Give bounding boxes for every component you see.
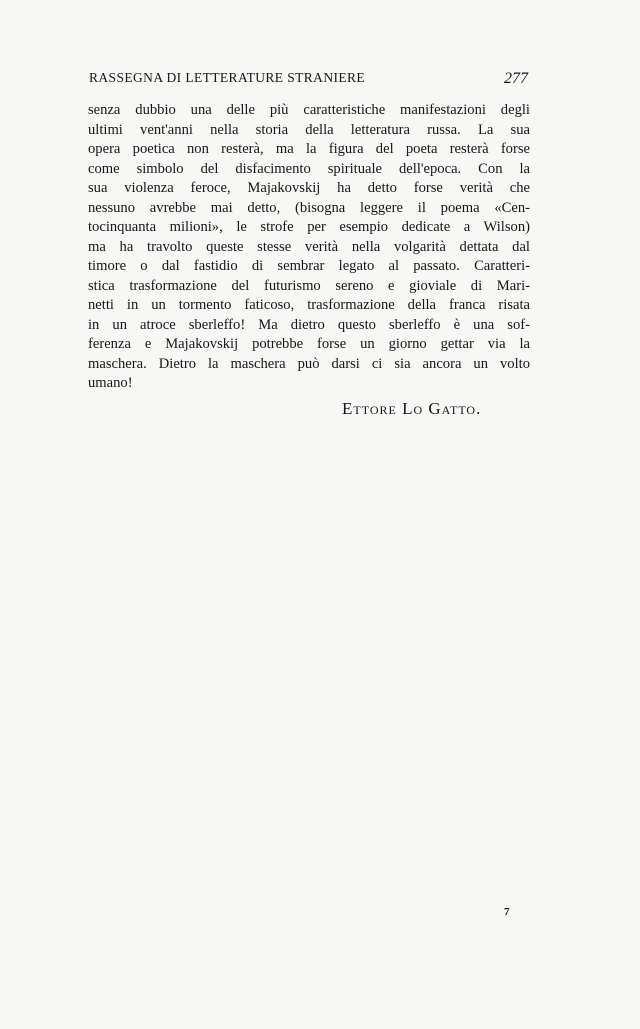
author-signature: Ettore Lo Gatto. [342, 399, 482, 418]
page-number: 277 [504, 70, 528, 87]
signature-mark: 7 [504, 906, 510, 918]
running-head: RASSEGNA DI LETTERATURE STRANIERE [89, 70, 366, 85]
text-line: nessuno avrebbe mai detto, (bisogna leggere il poema «Cen- [88, 199, 530, 216]
text-line: ma ha travolto queste stesse verità nella volgarità dettata dal [88, 238, 530, 255]
text-line: stica trasformazione del futurismo sereno e gioviale di Mari- [88, 277, 530, 294]
text-line: maschera. Dietro la maschera può darsi ci sia ancora un volto [88, 355, 530, 372]
text-line: in un atroce sberleffo! Ma dietro questo sberleffo è una sof- [88, 316, 530, 333]
text-line: sua violenza feroce, Majakovskij ha detto forse verità che [88, 180, 530, 196]
text-line: ultimi vent'anni nella storia della letteratura russa. La sua [88, 121, 530, 138]
text-line: umano! [88, 375, 133, 391]
text-line: opera poetica non resterà, ma la figura del poeta resterà forse [88, 141, 530, 157]
text-line: senza dubbio una delle più caratteristiche manifestazioni degli [88, 102, 530, 118]
text-line: tocinquanta milioni», le strofe per esempio dedicate a Wilson) [88, 219, 530, 235]
body-text [88, 101, 530, 394]
text-line: netti in un tormento faticoso, trasformazione della franca risata [88, 297, 530, 313]
text-line: timore o dal fastidio di sembrar legato al passato. Caratteri- [88, 258, 530, 274]
text-line: come simbolo del disfacimento spirituale dell'epoca. Con la [88, 160, 530, 177]
text-line: ferenza e Majakovskij potrebbe forse un giorno gettar via la [88, 336, 530, 352]
